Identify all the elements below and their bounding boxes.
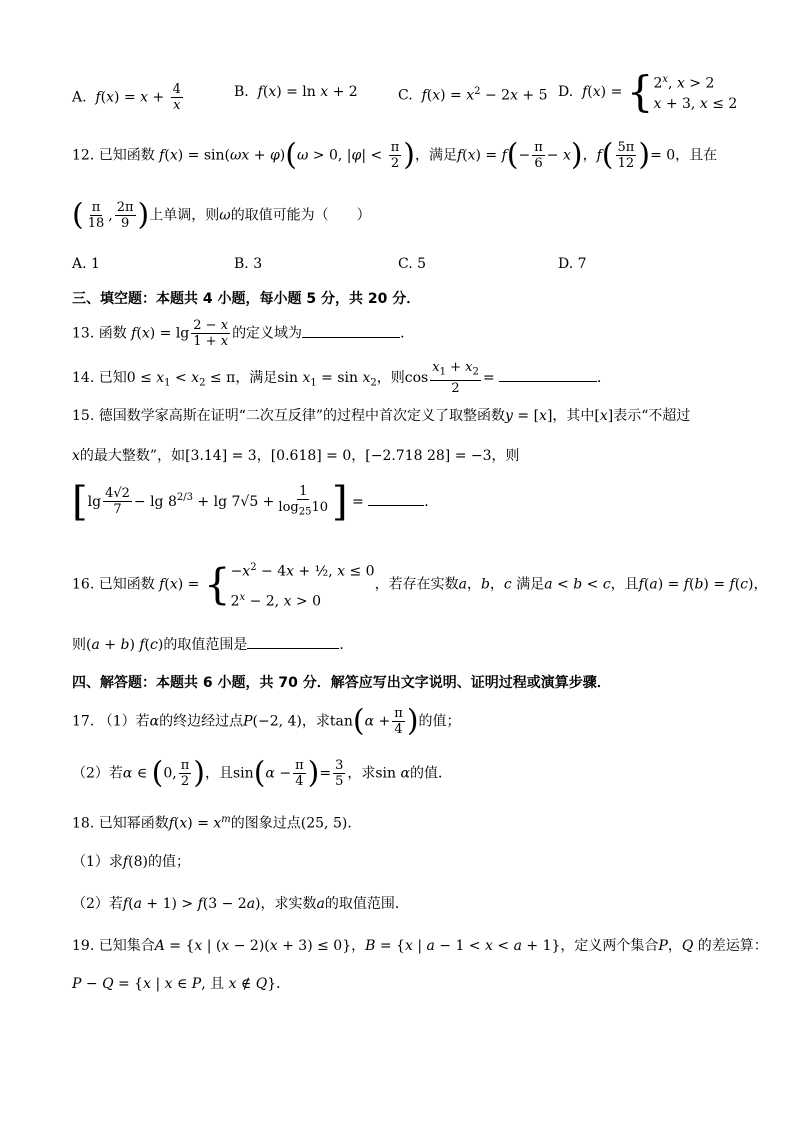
q18-part2: （2）若f(a + 1) > f(3 − 2a)，求实数a的取值范围． bbox=[72, 896, 409, 912]
q17-part1: 17. （1）若α的终边经过点P(−2, 4)，求tan(α + $\frac{\pi}{4}$ )的值； bbox=[72, 703, 461, 739]
q11-option-d: D. f(x) = { 2$^x$, x > 2 x + 3, x ≤ 2 bbox=[558, 66, 738, 116]
q12-stem-line1: 12. 已知函数 f(x) = sin(ωx + φ)(ω > 0, |φ| < $\frac{\pi}{2}$ )，满足f(x) = f(− $\frac{\pi}{6}$ − x)，f( $\frac{5\pi}{12}$ )= 0，且在 bbox=[72, 137, 718, 173]
q11-option-c: C. $f(x) = x^2 - 2x + 5$ bbox=[398, 86, 548, 104]
q19-line1: 19. 已知集合A = {x | (x − 2)(x + 3) ≤ 0}，B = {x | a − 1 < x < a + 1}，定义两个集合P，Q 的差运算： bbox=[72, 938, 768, 954]
q11-option-a: A. f(x) = x + $\frac{4}{x}$ bbox=[72, 82, 181, 113]
q15-line3: [lg $\frac{4√2}{7}$ − $\lg 8^{2/3} + \lg 7√5$ + $\frac{1}{\log_{25}10}$ ] = ． bbox=[72, 478, 439, 525]
q12-stem-line2: ( $\frac{\pi}{18}$ , $\frac{2\pi}{9}$ )上单调，则ω的取值可能为（ ） bbox=[72, 197, 371, 233]
q12-option-a: A. 1 bbox=[72, 256, 100, 272]
section-4-heading: 四、解答题：本题共 6 小题，共 70 分．解答应写出文字说明、证明过程或演算步骤． bbox=[72, 675, 611, 691]
q12-option-b: B. 3 bbox=[234, 256, 263, 272]
q13: 13. 函数 f(x) = lg $\frac{2 - x}{1 + x}$ 的定义域为 ． bbox=[72, 318, 415, 349]
q12-option-d: D. 7 bbox=[558, 256, 587, 272]
q15-line2: x的最大整数”，如[3.14] = 3，[0.618] = 0，[−2.718 28] = −3，则 bbox=[72, 448, 520, 464]
q18-stem: 18. 已知幂函数$f(x) = x^m$的图象过点(25, 5)． bbox=[72, 814, 362, 832]
q18-part1: （1）求f(8)的值； bbox=[72, 854, 190, 870]
q16-line1: 16. 已知函数 f(x) = { $-x^2 - 4x$ + ½, x ≤ 0 $2^x - 2$, x > 0 ，若存在实数a，b，c 满足a < b < c，且f(a) = f(b) = f(c)， bbox=[72, 559, 768, 610]
q17-part2: （2）若α ∈ (0, $\frac{\pi}{2}$ )，且sin(α − $\frac{\pi}{4}$ )= $\frac{3}{5}$ ，求sin α的值． bbox=[72, 755, 452, 791]
section-3-heading: 三、填空题：本题共 4 小题，每小题 5 分，共 20 分． bbox=[72, 291, 421, 307]
q11-option-b: B. f(x) = ln x + 2 bbox=[234, 84, 358, 100]
q12-option-c: C. 5 bbox=[398, 256, 427, 272]
q16-line2: 则(a + b) f(c)的取值范围是 ． bbox=[72, 634, 353, 655]
q15-line1: 15. 德国数学家高斯在证明“二次互反律”的过程中首次定义了取整函数y = [x]，其中[x]表示“不超过 bbox=[72, 408, 691, 424]
q19-line2: P − Q = {x | x ∈ P, 且 x ∉ Q}． bbox=[72, 976, 291, 992]
q14: 14. 已知$0 \le x_1 < x_2 \le \pi$，满足$\sin x_1 = \sin x_2$，则cos $\frac{x_1 + x_2}{2}$ = ． bbox=[72, 360, 612, 396]
